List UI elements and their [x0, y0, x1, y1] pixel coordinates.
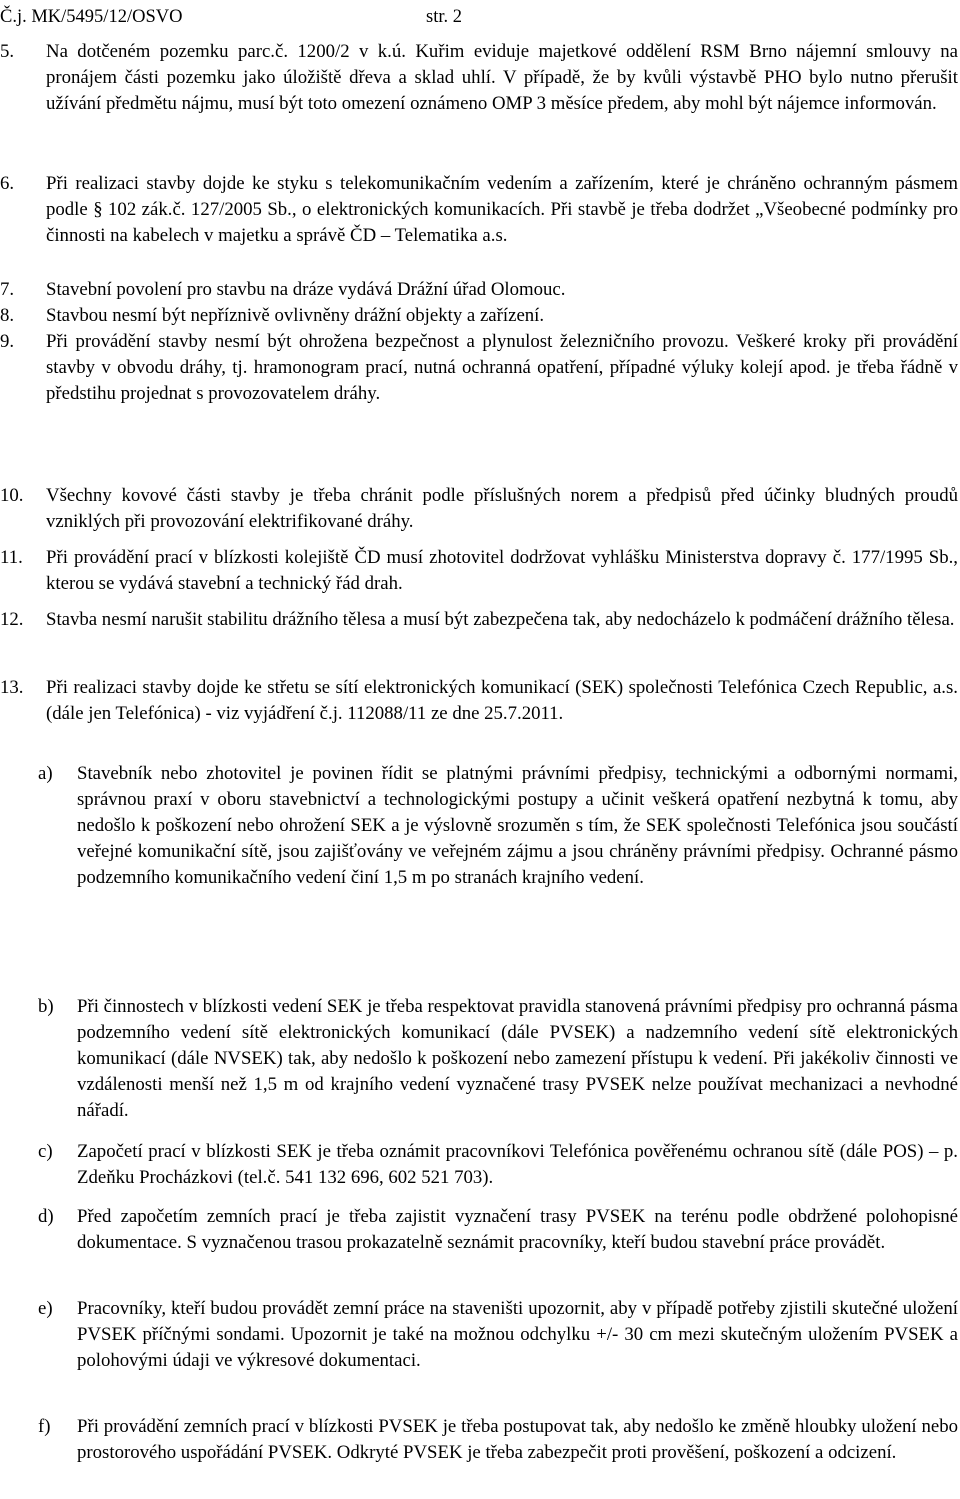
subitem-letter: b) — [38, 996, 54, 1017]
item-text: Při provádění stavby nesmí být ohrožena bezpečnost a plynulost železničního provozu. Veškeré kroky při provádění stavby v obvodu dráhy, tj. hramonogram prací, nutná ochranná opatření, případné výluky kolejí apod. je třeba řádně v předstihu projednat s provozovatelem dráhy. — [46, 331, 958, 405]
item-number: 7. — [0, 279, 15, 300]
page-number: str. 2 — [426, 7, 462, 27]
item-text: Na dotčeném pozemku parc.č. 1200/2 v k.ú. Kuřim eviduje majetkové oddělení RSM Brno nájemní smlouvy na pronájem části pozemku jako úložiště dřeva a sklad uhlí. V případě, že by kvůli výstavbě PHO bylo nutno přerušit užívání předmětu nájmu, musí být toto omezení oznámeno OMP 3 měsíce předem, aby mohl být nájemce informován. — [46, 41, 958, 115]
subitem-text: Před započetím zemních prací je třeba zajistit vyznačení trasy PVSEK na terénu podle obdržené polohopisné dokumentace. S vyznačenou trasou prokazatelně seznámit pracovníky, kteří budou stavební práce provádět. — [77, 1206, 958, 1254]
subitem-letter: f) — [38, 1416, 51, 1437]
reference-number: Č.j. MK/5495/12/OSVO — [0, 7, 183, 27]
item-number: 13. — [0, 677, 24, 698]
subitem-text: Stavebník nebo zhotovitel je povinen řídit se platnými právními předpisy, technickými a odbornými normami, správnou praxí v oboru stavebnictví a technologickými postupy a učinit veškerá opatření nezbytná k tomu, aby nedošlo k poškození nebo ohrožení SEK a je výslovně srozuměn s tím, že SEK společnosti Telefónica jsou součástí veřejné komunikační sítě, jsou zajišťovány ve veřejném zájmu a jsou chráněny právními předpisy. Ochranné pásmo podzemního komunikačního vedení činí 1,5 m po stranách krajního vedení. — [77, 763, 958, 889]
subitem-text: Pracovníky, kteří budou provádět zemní práce na staveništi upozornit, aby v případě potřeby zjistili skutečné uložení PVSEK příčnými sondami. Upozornit je také na možnou odchylku +/- 30 cm mezi skutečným uložením PVSEK a polohovými údaji ve výkresové dokumentaci. — [77, 1298, 958, 1372]
item-number: 8. — [0, 305, 15, 326]
item-number: 11. — [0, 547, 23, 568]
page-header — [0, 6, 520, 28]
subitem-letter: e) — [38, 1298, 53, 1319]
subitem-text: Při provádění zemních prací v blízkosti PVSEK je třeba postupovat tak, aby nedošlo ke změně hloubky uložení nebo prostorového uspořádání PVSEK. Odkryté PVSEK je třeba zabezpečit proti prověšení, poškození a odcizení. — [77, 1416, 958, 1464]
item-text: Stavební povolení pro stavbu na dráze vydává Drážní úřad Olomouc. — [46, 279, 566, 300]
item-number: 5. — [0, 41, 15, 62]
item-text: Stavba nesmí narušit stabilitu drážního tělesa a musí být zabezpečena tak, aby nedocházelo k podmáčení drážního tělesa. — [46, 609, 955, 630]
item-text: Stavbou nesmí být nepříznivě ovlivněny drážní objekty a zařízení. — [46, 305, 545, 326]
subitem-letter: a) — [38, 763, 53, 784]
subitem-text: Při činnostech v blízkosti vedení SEK je třeba respektovat pravidla stanovená právními předpisy pro ochranná pásma podzemního vedení sítě elektronických komunikací (dále PVSEK) a nadzemního vedení sítě elektronických komunikací (dále NVSEK) tak, aby nedošlo k poškození nebo zamezení přístupu k vedení. Při jakékoliv činnosti ve vzdálenosti menší než 1,5 m od krajního vedení vyznačené trasy PVSEK nelze používat mechanizaci a nevhodné nářadí. — [77, 996, 958, 1122]
item-number: 12. — [0, 609, 24, 630]
item-number: 9. — [0, 331, 15, 352]
subitem-text: Započetí prací v blízkosti SEK je třeba oznámit pracovníkovi Telefónica pověřenému ochranou sítě (dále POS) – p. Zdeňku Procházkovi (tel.č. 541 132 696, 602 521 703). — [77, 1141, 958, 1189]
item-number: 6. — [0, 173, 15, 194]
subitem-letter: c) — [38, 1141, 53, 1162]
item-text: Při realizaci stavby dojde ke střetu se sítí elektronických komunikací (SEK) společnosti Telefónica Czech Republic, a.s. (dále jen Telefónica) - viz vyjádření č.j. 112088/11 ze dne 25.7.2011. — [46, 677, 958, 725]
subitem-letter: d) — [38, 1206, 54, 1227]
item-text: Všechny kovové části stavby je třeba chránit podle příslušných norem a předpisů před účinky bludných proudů vzniklých při provozování elektrifikované dráhy. — [46, 485, 958, 533]
item-number: 10. — [0, 485, 24, 506]
item-text: Při realizaci stavby dojde ke styku s telekomunikačním vedením a zařízením, které je chráněno ochranným pásmem podle § 102 zák.č. 127/2005 Sb., o elektronických komunikacích. Při stavbě je třeba dodržet „Všeobecné podmínky pro činnosti na kabelech v majetku a správě ČD – Telematika a.s. — [46, 173, 958, 247]
item-text: Při provádění prací v blízkosti kolejiště ČD musí zhotovitel dodržovat vyhlášku Ministerstva dopravy č. 177/1995 Sb., kterou se vydává stavební a technický řád drah. — [46, 547, 958, 595]
